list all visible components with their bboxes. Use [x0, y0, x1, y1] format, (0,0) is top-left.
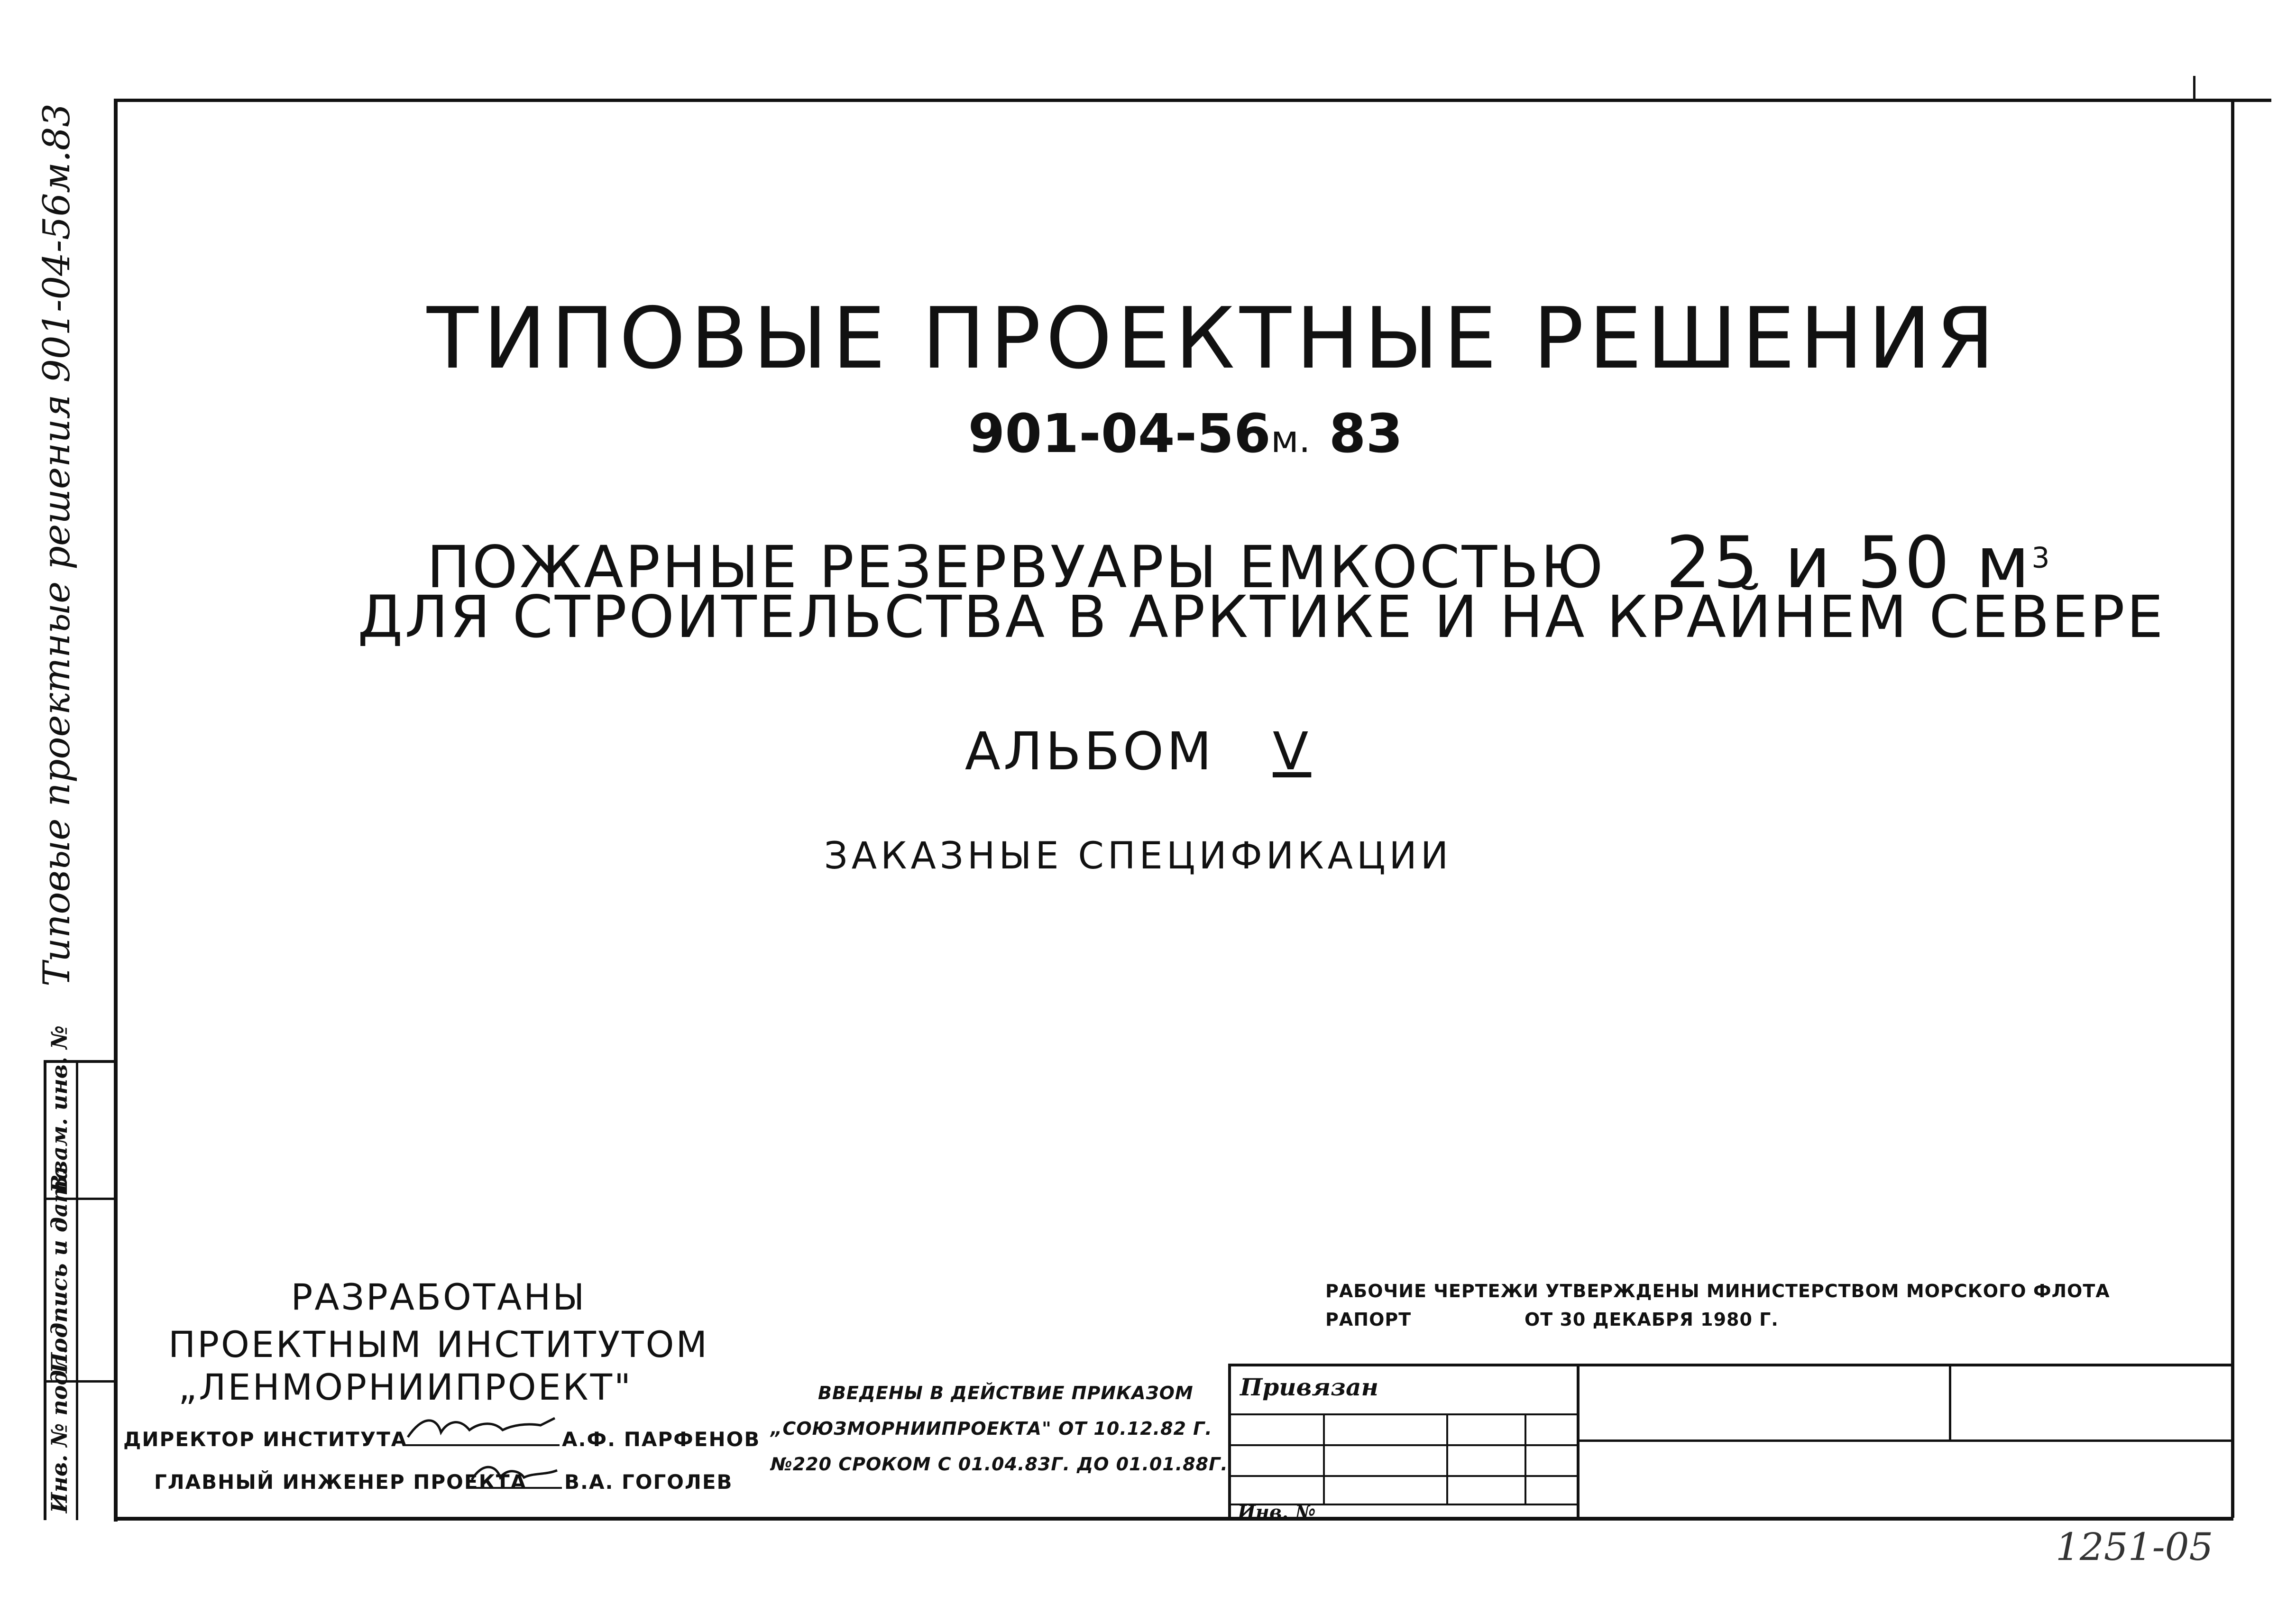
code-number: 901-04-56 [968, 403, 1271, 465]
main-title: ТИПОВЫЕ ПРОЕКТНЫЕ РЕШЕНИЯ [427, 289, 2000, 388]
developer-line3: „ЛЕНМОРНИИПРОЕКТ" [178, 1366, 633, 1408]
director-name: А.Ф. ПАРФЕНОВ [562, 1428, 761, 1451]
developer-line1: РАЗРАБОТАНЫ [291, 1276, 587, 1318]
album-heading [806, 721, 1470, 782]
side-strip-mid [76, 1060, 78, 1520]
stamp-vdiv-main [1577, 1364, 1580, 1520]
stamp-vdiv-right [1949, 1364, 1951, 1442]
album-topic: ЗАКАЗНЫЕ СПЕЦИФИКАЦИИ [824, 835, 1452, 877]
code-year: 83 [1329, 403, 1403, 465]
stamp-left [1228, 1364, 1231, 1520]
subtitle-capacity: 25 и 50 м [1665, 522, 2032, 604]
engineer-label: ГЛАВНЫЙ ИНЖЕНЕР ПРОЕКТА [154, 1470, 527, 1494]
side-cell-vzam: Взам. инв. № [46, 1025, 72, 1193]
approval-line1: РАБОЧИЕ ЧЕРТЕЖИ УТВЕРЖДЕНЫ МИНИСТЕРСТВОМ МОРСКОГО ФЛОТА [1325, 1281, 2110, 1301]
frame-top-line [116, 99, 2271, 102]
engineer-name: В.А. ГОГОЛЕВ [564, 1470, 733, 1494]
subtitle-capacity-sup: 3 [2031, 541, 2052, 575]
stamp-col1 [1323, 1413, 1325, 1504]
album-number: V [1273, 721, 1312, 782]
stamp-row2 [1228, 1444, 1579, 1446]
subtitle-line1-text: ПОЖАРНЫЕ РЕЗЕРВУАРЫ ЕМКОСТЬЮ [427, 534, 1605, 601]
stamp-linked-label: Привязан [1240, 1373, 1378, 1401]
frame-corner-tick [2193, 76, 2195, 102]
approval-line2b: ОТ 30 ДЕКАБРЯ 1980 Г. [1525, 1309, 1779, 1330]
sheet-number: 1251-05 [2056, 1525, 2213, 1569]
order-line1: ВВЕДЕНЫ В ДЕЙСТВИЕ ПРИКАЗОМ [818, 1383, 1194, 1403]
order-line2: „СОЮЗМОРНИИПРОЕКТА" ОТ 10.12.82 Г. [771, 1418, 1212, 1439]
stamp-row1 [1228, 1413, 1579, 1415]
stamp-hline-right [1577, 1439, 2233, 1442]
developer-line2: ПРОЕКТНЫМ ИНСТИТУТОМ [168, 1323, 709, 1366]
engineer-signature-mark [467, 1461, 562, 1487]
approval-line2a: РАПОРТ [1325, 1309, 1412, 1330]
director-signature-mark [403, 1411, 560, 1444]
code-suffix: м. [1270, 418, 1311, 461]
stamp-col3 [1525, 1413, 1526, 1504]
stamp-row3 [1228, 1475, 1579, 1477]
side-cell-inv: Инв. № подл. [46, 1346, 72, 1513]
engineer-signature [467, 1461, 562, 1489]
album-label: АЛЬБОМ [964, 721, 1215, 782]
frame-left-line [114, 99, 118, 1522]
director-label: ДИРЕКТОР ИНСТИТУТА [123, 1428, 408, 1451]
director-signature [403, 1411, 560, 1446]
stamp-inv-label: Инв. № [1238, 1501, 1316, 1523]
frame-bottom-line [114, 1517, 2233, 1521]
subtitle-line2: ДЛЯ СТРОИТЕЛЬСТВА В АРКТИКЕ И НА КРАЙНЕМ СЕВЕРЕ [358, 583, 2165, 651]
side-cell-podpis: Подпись и дата [46, 1165, 72, 1373]
document-code [901, 403, 1470, 465]
stamp-top [1228, 1364, 2233, 1366]
side-vertical-note: Типовые проектные решения 901-04-56м.83 [36, 103, 78, 987]
frame-right-line [2231, 100, 2234, 1518]
stamp-col2 [1446, 1413, 1448, 1504]
order-line3: №220 СРОКОМ С 01.04.83Г. ДО 01.01.88Г. [771, 1454, 1228, 1475]
